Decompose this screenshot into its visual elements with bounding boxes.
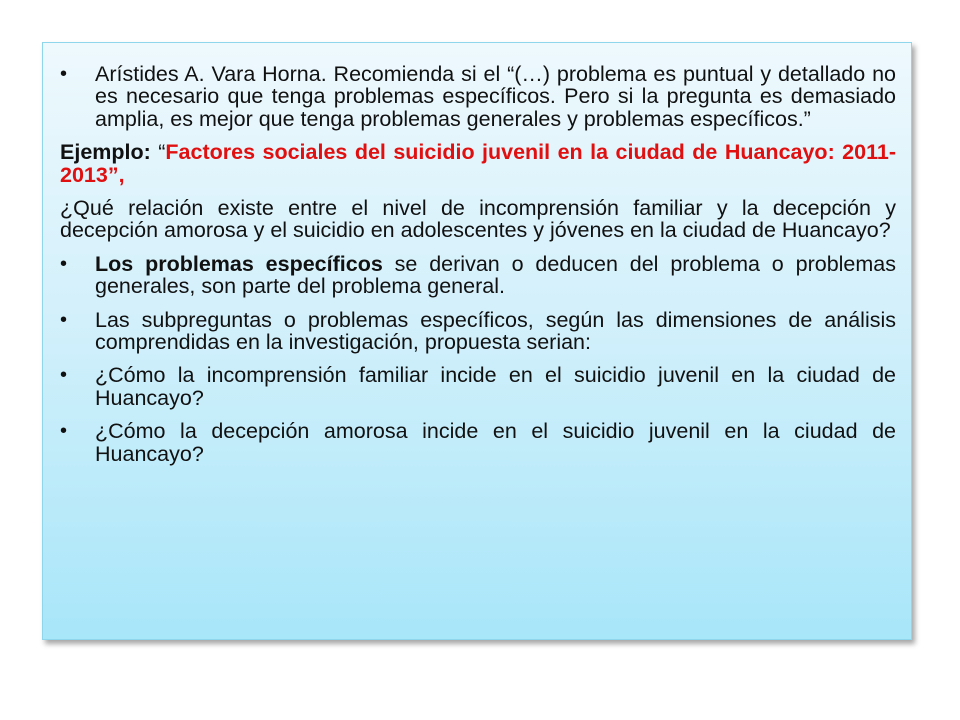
specific-rest-text: se derivan o deducen del problema o problemas generales, son parte del problema general. xyxy=(95,251,897,299)
bullet-text: Arístides A. Vara Horna. Recomienda si el “(…) problema es puntual y detallado no es necesario que tenga problemas específicos. Pero si la pregunta es demasiado amplia, es mejor que tenga problemas generales y problemas específicos.” xyxy=(95,62,896,131)
bullet-question-incomprension xyxy=(60,364,896,409)
slide-text xyxy=(60,63,896,465)
example-quote-open: “ xyxy=(150,140,166,165)
bullet-icon: • xyxy=(60,308,68,331)
example-title: Factores sociales del suicidio juvenil en la ciudad de Huancayo: 2011-2013”, xyxy=(60,140,896,187)
specific-bold-text: Los problemas específicos xyxy=(95,251,383,276)
bullet-vara-horna xyxy=(60,63,896,130)
general-question: ¿Qué relación existe entre el nivel de incomprensión familiar y la decepción y decepción amorosa y el suicidio en adolescentes y jóvenes en la ciudad de Huancayo? xyxy=(60,196,896,243)
bullet-icon: • xyxy=(60,63,68,85)
bullet-icon: • xyxy=(60,364,68,387)
bullet-subquestions xyxy=(60,309,896,354)
example-label: Ejemplo: xyxy=(60,140,151,165)
bullet-question-decepcion xyxy=(60,420,896,465)
bullet-specific-problems xyxy=(60,253,896,298)
slide-content-box xyxy=(42,42,912,640)
bullet-text: Las subpreguntas o problemas específicos, según las dimensiones de análisis comprendidas en la investigación, propuesta serian: xyxy=(95,307,896,355)
example-paragraph xyxy=(60,141,896,186)
bullet-text: ¿Cómo la decepción amorosa incide en el suicidio juvenil en la ciudad de Huancayo? xyxy=(95,419,896,466)
bullet-icon: • xyxy=(60,252,68,275)
bullet-icon: • xyxy=(60,420,68,443)
bullet-text: ¿Cómo la incomprensión familiar incide en el suicidio juvenil en la ciudad de Huancayo? xyxy=(95,363,896,410)
